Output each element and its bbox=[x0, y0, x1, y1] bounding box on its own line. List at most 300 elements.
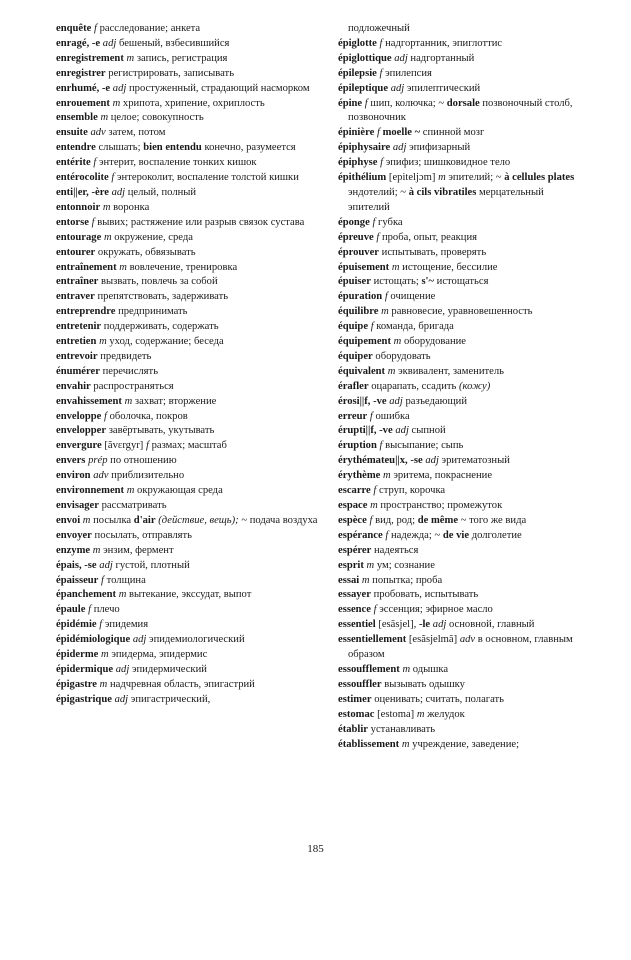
grammar-label: f bbox=[101, 574, 104, 586]
headword: épigastrique bbox=[56, 693, 112, 705]
dictionary-entry bbox=[56, 603, 333, 618]
grammar-label: f bbox=[145, 440, 149, 452]
dictionary-entry bbox=[338, 663, 588, 678]
dictionary-entry bbox=[56, 82, 333, 97]
definition: эритематозный bbox=[441, 455, 510, 467]
definition: позвоночный столб, позвоночник bbox=[348, 97, 573, 124]
dictionary-entry bbox=[56, 544, 333, 559]
headword: environnement bbox=[56, 485, 125, 497]
dictionary-entry bbox=[338, 141, 588, 156]
definition: надчревная область, эпигастрий bbox=[109, 678, 255, 690]
grammar-label: (кожу) bbox=[459, 380, 491, 392]
dictionary-entry bbox=[338, 261, 588, 276]
dictionary-entry bbox=[56, 156, 333, 171]
dictionary-entry bbox=[338, 708, 588, 723]
headword: entendre bbox=[56, 142, 96, 154]
headword: épreuve bbox=[338, 231, 374, 243]
definition: струп, корочка bbox=[379, 485, 446, 497]
grammar-label: adj bbox=[112, 82, 127, 94]
definition: хрипота, хрипение, охриплость bbox=[122, 97, 265, 109]
dictionary-entry bbox=[338, 335, 588, 350]
definition: равновесие, уравновешенность bbox=[391, 306, 533, 318]
definition: ошибка bbox=[375, 410, 410, 422]
dictionary-entry bbox=[56, 37, 333, 52]
grammar-label: adv bbox=[90, 127, 106, 139]
dictionary-entry bbox=[56, 365, 333, 380]
pronunciation: [epiteljɔm] bbox=[388, 172, 436, 184]
headword: épuration bbox=[338, 291, 383, 303]
grammar-label: m bbox=[393, 336, 402, 348]
dictionary-entry bbox=[338, 246, 588, 261]
definition: энтероколит, воспаление толстой кишки bbox=[117, 172, 299, 184]
dictionary-entry bbox=[56, 97, 333, 112]
dictionary-entry bbox=[56, 350, 333, 365]
headword: enregistrer bbox=[56, 67, 106, 79]
dictionary-entry bbox=[338, 603, 588, 618]
grammar-label: f bbox=[364, 97, 368, 109]
definition: эпигастрический, bbox=[130, 693, 211, 705]
dictionary-entry bbox=[56, 439, 333, 454]
grammar-label: f bbox=[103, 410, 107, 422]
dictionary-entry bbox=[338, 216, 588, 231]
dictionary-entry bbox=[56, 693, 333, 708]
dictionary-entry bbox=[338, 22, 588, 37]
headword: érosi||f, -ve bbox=[338, 395, 387, 407]
dictionary-entry bbox=[56, 588, 333, 603]
grammar-label: adj bbox=[102, 37, 117, 49]
dictionary-entry bbox=[338, 97, 588, 127]
headword: envahissement bbox=[56, 395, 122, 407]
headword: enveloppe bbox=[56, 410, 102, 422]
headword-phrase: bien entendu bbox=[143, 142, 202, 154]
headword: épiderme bbox=[56, 649, 99, 661]
definition: вызывать одышку bbox=[384, 678, 465, 690]
dictionary-entry bbox=[56, 395, 333, 410]
definition: пробовать, испытывать bbox=[373, 589, 479, 601]
dictionary-entry bbox=[56, 22, 333, 37]
definition: энзим, фермент bbox=[103, 544, 174, 556]
headword: établir bbox=[338, 723, 369, 735]
definition: истощать; bbox=[373, 276, 419, 288]
dictionary-entry bbox=[56, 335, 333, 350]
grammar-label: m bbox=[361, 574, 370, 586]
headword: épidémiologique bbox=[56, 634, 131, 646]
definition: истощаться bbox=[436, 276, 489, 288]
definition: вовлечение, тренировка bbox=[129, 261, 238, 273]
dictionary-entry bbox=[338, 410, 588, 425]
definition: захват; вторжение bbox=[134, 395, 217, 407]
dictionary-entry bbox=[56, 469, 333, 484]
grammar-label: m bbox=[103, 231, 112, 243]
dictionary-entry bbox=[56, 559, 333, 574]
dictionary-entry bbox=[56, 171, 333, 186]
grammar-label: m bbox=[383, 470, 391, 482]
definition: подложечный bbox=[348, 23, 410, 34]
dictionary-entry bbox=[56, 246, 333, 261]
definition: простуженный, страдающий насморком bbox=[129, 82, 310, 94]
definition: надгортанник, эпиглоттис bbox=[385, 37, 503, 49]
page-number: 185 bbox=[307, 843, 324, 855]
definition: размах; масштаб bbox=[151, 440, 227, 452]
headword: érythémateu||x, -se bbox=[338, 455, 423, 467]
dictionary-entry bbox=[338, 37, 588, 52]
headword: entonnoir bbox=[56, 201, 101, 213]
grammar-label: m bbox=[366, 559, 375, 571]
headword: essentiellement bbox=[338, 634, 407, 646]
grammar-label: f bbox=[379, 37, 383, 49]
dictionary-entry bbox=[338, 633, 588, 663]
headword: entretenir bbox=[56, 321, 102, 333]
grammar-label: f bbox=[384, 291, 388, 303]
dictionary-entry bbox=[338, 439, 588, 454]
dictionary-entry bbox=[56, 484, 333, 499]
grammar-label: m bbox=[381, 306, 389, 318]
headword: épidémie bbox=[56, 619, 97, 631]
headword: ensuite bbox=[56, 127, 88, 139]
definition: надежда; ~ bbox=[390, 529, 441, 541]
definition: вытекание, экссудат, выпот bbox=[129, 589, 252, 601]
headword: essoufflement bbox=[338, 663, 400, 675]
definition: желудок bbox=[427, 708, 465, 720]
headword: épithélium bbox=[338, 172, 387, 184]
definition: бешеный, взбесившийся bbox=[118, 37, 230, 49]
dictionary-entry bbox=[56, 67, 333, 82]
dictionary-entry bbox=[338, 678, 588, 693]
definition: подача воздуха bbox=[249, 514, 318, 526]
headword-phrase: d'air bbox=[133, 514, 156, 526]
headword: entraînement bbox=[56, 261, 117, 273]
grammar-label: adj bbox=[425, 455, 439, 467]
dictionary-entry bbox=[338, 82, 588, 97]
dictionary-entry bbox=[338, 424, 588, 439]
dictionary-entry bbox=[56, 52, 333, 67]
definition: толщина bbox=[106, 574, 146, 586]
definition: команда, бригада bbox=[376, 321, 454, 333]
definition: окружать, обвязывать bbox=[97, 246, 196, 258]
grammar-label: f bbox=[91, 216, 95, 228]
dictionary-entry bbox=[338, 469, 588, 484]
definition: эпилептический bbox=[406, 82, 481, 94]
dictionary-entry bbox=[56, 231, 333, 246]
grammar-label: f bbox=[376, 231, 380, 243]
dictionary-entry bbox=[56, 380, 333, 395]
headword: érythème bbox=[338, 470, 381, 482]
grammar-label: m bbox=[126, 485, 135, 497]
definition: оборудовать bbox=[375, 350, 431, 362]
dictionary-entry bbox=[56, 529, 333, 544]
dictionary-entry bbox=[56, 141, 333, 156]
grammar-label: m bbox=[112, 97, 121, 109]
dictionary-entry bbox=[338, 588, 588, 603]
headword: entretien bbox=[56, 336, 97, 348]
grammar-label: prép bbox=[88, 455, 108, 467]
grammar-label: f bbox=[370, 321, 374, 333]
headword: épileptique bbox=[338, 82, 389, 94]
grammar-label: f bbox=[99, 619, 103, 631]
headword: envelopper bbox=[56, 425, 107, 437]
dictionary-entry bbox=[56, 410, 333, 425]
definition: регистрировать, записывать bbox=[108, 67, 235, 79]
grammar-label: m bbox=[102, 201, 111, 213]
dictionary-entry bbox=[338, 365, 588, 380]
definition: высыпание; сыпь bbox=[385, 440, 464, 452]
headword: entérocolite bbox=[56, 172, 109, 184]
dictionary-entry bbox=[338, 723, 588, 738]
dictionary-entry bbox=[338, 574, 588, 589]
grammar-label: adj bbox=[432, 619, 447, 631]
grammar-label: f bbox=[373, 604, 377, 616]
headword: énumérer bbox=[56, 365, 100, 377]
definition: ум; сознание bbox=[376, 559, 435, 571]
headword-phrase: moelle ~ bbox=[382, 127, 421, 139]
headword: envisager bbox=[56, 500, 99, 511]
definition: посылка bbox=[93, 514, 132, 526]
grammar-label: m bbox=[126, 52, 135, 64]
pronunciation: [estoma] bbox=[377, 708, 415, 720]
dictionary-entry bbox=[338, 52, 588, 67]
grammar-label: (действие, вещь); bbox=[158, 514, 239, 526]
definition: одышка bbox=[412, 663, 449, 675]
grammar-label: f bbox=[93, 157, 97, 169]
headword: enzyme bbox=[56, 544, 91, 556]
headword: épiphysaire bbox=[338, 142, 391, 154]
dictionary-entry bbox=[56, 514, 333, 529]
grammar-label: f bbox=[376, 127, 380, 139]
dictionary-entry bbox=[338, 320, 588, 335]
pronunciation: [esãsjel], bbox=[378, 619, 417, 631]
definition: эквивалент, заменитель bbox=[398, 365, 504, 377]
grammar-label: f bbox=[88, 604, 92, 616]
definition: целый, полный bbox=[127, 186, 197, 198]
headword: essouffler bbox=[338, 678, 382, 690]
grammar-label: adj bbox=[395, 425, 409, 437]
definition: пространство; промежуток bbox=[380, 500, 503, 511]
definition: разъедающий bbox=[405, 395, 467, 407]
grammar-label: adj bbox=[132, 634, 147, 646]
headword: équilibre bbox=[338, 306, 379, 318]
headword: équipement bbox=[338, 336, 391, 348]
headword: estomac bbox=[338, 708, 375, 720]
definition: истощение, бессилие bbox=[402, 261, 498, 273]
definition: эндотелий; ~ bbox=[348, 186, 407, 198]
headword: envergure bbox=[56, 440, 102, 452]
headword: esprit bbox=[338, 559, 364, 571]
grammar-label: adj bbox=[114, 693, 129, 705]
dictionary-entry bbox=[338, 529, 588, 544]
dictionary-entry bbox=[56, 216, 333, 231]
grammar-label: f bbox=[385, 529, 389, 541]
definition: в основном, главным образом bbox=[348, 634, 573, 661]
definition: учреждение, заведение; bbox=[412, 738, 520, 750]
dictionary-entry bbox=[338, 499, 588, 514]
definition: препятствовать, задерживать bbox=[97, 291, 229, 303]
definition: завёртывать, укутывать bbox=[108, 425, 215, 437]
dictionary-entry bbox=[56, 320, 333, 335]
definition: поддерживать, содержать bbox=[103, 321, 219, 333]
grammar-label: f bbox=[369, 410, 373, 422]
right-column bbox=[338, 22, 588, 752]
definition: долголетие bbox=[471, 529, 522, 541]
headword: équipe bbox=[338, 321, 369, 333]
headword: épinière bbox=[338, 127, 375, 139]
headword: entreprendre bbox=[56, 306, 116, 318]
grammar-label: m bbox=[402, 663, 411, 675]
definition: испытывать, проверять bbox=[381, 246, 487, 258]
headword: épais, -se bbox=[56, 559, 97, 571]
definition: запись, регистрация bbox=[136, 52, 228, 64]
grammar-label: m bbox=[391, 261, 400, 273]
grammar-label: f bbox=[93, 23, 97, 34]
headword: érafler bbox=[338, 380, 369, 392]
definition: оболочка, покров bbox=[109, 410, 188, 422]
definition: эпифиз; шишковидное тело bbox=[385, 157, 511, 169]
definition: спинной мозг bbox=[422, 127, 485, 139]
definition: шип, колючка; ~ bbox=[370, 97, 445, 109]
definition: слышать; bbox=[98, 142, 141, 154]
headword: essai bbox=[338, 574, 360, 586]
definition: плечо bbox=[93, 604, 120, 616]
headword: épaule bbox=[56, 604, 86, 616]
dictionary-entry bbox=[338, 67, 588, 82]
headword: éponge bbox=[338, 216, 370, 228]
headword: éruption bbox=[338, 440, 377, 452]
dictionary-entry bbox=[338, 454, 588, 469]
definition: перечислять bbox=[102, 365, 159, 377]
headword: épilepsie bbox=[338, 67, 377, 79]
definition: ~ bbox=[241, 514, 248, 526]
dictionary-entry bbox=[56, 663, 333, 678]
headword: entraver bbox=[56, 291, 95, 303]
definition: расследование; анкета bbox=[99, 23, 201, 34]
grammar-label: m bbox=[124, 395, 133, 407]
grammar-label: f bbox=[369, 514, 373, 526]
definition: вывих; растяжение или разрыв связок сустава bbox=[97, 216, 305, 228]
headword: espèce bbox=[338, 514, 367, 526]
dictionary-entry bbox=[338, 275, 588, 290]
dictionary-entry bbox=[338, 156, 588, 171]
grammar-label: f bbox=[372, 216, 376, 228]
grammar-label: adj bbox=[390, 82, 405, 94]
definition: конечно, разумеется bbox=[204, 142, 296, 154]
headword-phrase: s'~ bbox=[421, 276, 435, 288]
headword-phrase: à cellules plates bbox=[504, 172, 575, 184]
headword: ensemble bbox=[56, 112, 98, 124]
definition: эпидермический bbox=[131, 663, 207, 675]
headword-phrase: à cils vibratiles bbox=[408, 186, 477, 198]
definition: приблизительно bbox=[111, 470, 185, 482]
dictionary-entry bbox=[56, 305, 333, 320]
dictionary-entry bbox=[338, 290, 588, 305]
definition: затем, потом bbox=[108, 127, 166, 139]
dictionary-entry bbox=[56, 454, 333, 469]
headword: épine bbox=[338, 97, 363, 109]
grammar-label: adj bbox=[392, 142, 407, 154]
grammar-label: m bbox=[401, 738, 410, 750]
headword: entourer bbox=[56, 246, 96, 258]
definition: окружение, среда bbox=[114, 231, 193, 243]
headword: entraîner bbox=[56, 276, 99, 288]
headword: épuisement bbox=[338, 261, 390, 273]
definition: надгортанный bbox=[410, 52, 475, 64]
dictionary-entry bbox=[56, 111, 333, 126]
dictionary-entry bbox=[56, 633, 333, 648]
definition: посылать, отправлять bbox=[94, 529, 193, 541]
headword: érupti||f, -ve bbox=[338, 425, 393, 437]
headword: envers bbox=[56, 455, 86, 467]
dictionary-entry bbox=[338, 380, 588, 395]
headword: enrouement bbox=[56, 97, 110, 109]
definition: предпринимать bbox=[118, 306, 188, 318]
definition: ~ того же вида bbox=[460, 514, 527, 526]
dictionary-entry bbox=[56, 201, 333, 216]
headword: espérer bbox=[338, 544, 372, 556]
grammar-label: adj bbox=[394, 52, 408, 64]
pronunciation: [esãsjelmã] bbox=[408, 634, 458, 646]
definition: эпифизарный bbox=[409, 142, 471, 154]
grammar-label: f bbox=[373, 485, 377, 497]
definition: основной, главный bbox=[448, 619, 535, 631]
dictionary-entry bbox=[56, 275, 333, 290]
definition: попытка; проба bbox=[372, 574, 443, 586]
headword: épanchement bbox=[56, 589, 117, 601]
headword-phrase: dorsale bbox=[446, 97, 480, 109]
definition: эпителий; ~ bbox=[448, 172, 502, 184]
headword: estimer bbox=[338, 693, 372, 705]
headword-phrase: de vie bbox=[442, 529, 470, 541]
grammar-label: f bbox=[111, 172, 115, 184]
definition: надеяться bbox=[374, 544, 419, 556]
grammar-label: f bbox=[379, 440, 383, 452]
headword: équivalent bbox=[338, 365, 386, 377]
definition: губка bbox=[378, 216, 403, 228]
grammar-label: m bbox=[438, 172, 446, 184]
definition: уход, содержание; беседа bbox=[109, 336, 224, 348]
pronunciation: [ãvɛrgyr] bbox=[104, 440, 144, 452]
dictionary-entry bbox=[56, 290, 333, 305]
grammar-label: m bbox=[99, 678, 108, 690]
dictionary-entry bbox=[338, 544, 588, 559]
definition: эпидемия bbox=[104, 619, 149, 631]
headword: envoyer bbox=[56, 529, 92, 541]
headword: enregistrement bbox=[56, 52, 124, 64]
headword: épigastre bbox=[56, 678, 97, 690]
headword: enti||er, -ère bbox=[56, 186, 109, 198]
definition: эссенция; эфирное масло bbox=[379, 604, 493, 616]
definition: густой, плотный bbox=[115, 559, 190, 571]
dictionary-entry bbox=[56, 424, 333, 439]
headword: éprouver bbox=[338, 246, 379, 258]
grammar-label: m bbox=[92, 544, 101, 556]
grammar-label: f bbox=[379, 67, 383, 79]
dictionary-entry bbox=[56, 186, 333, 201]
grammar-label: adj bbox=[99, 559, 113, 571]
headword: envahir bbox=[56, 380, 91, 392]
grammar-label: adj bbox=[389, 395, 403, 407]
dictionary-entry bbox=[338, 350, 588, 365]
headword: épuiser bbox=[338, 276, 371, 288]
dictionary-entry bbox=[56, 126, 333, 141]
definition: проба, опыт, реакция bbox=[381, 231, 478, 243]
definition: распространяться bbox=[93, 380, 174, 392]
definition: вид, род; bbox=[375, 514, 416, 526]
dictionary-entry bbox=[338, 231, 588, 246]
grammar-label: m bbox=[118, 589, 127, 601]
headword: espace bbox=[338, 500, 368, 511]
dictionary-entry bbox=[338, 171, 588, 216]
definition: сыпной bbox=[411, 425, 446, 437]
headword: environ bbox=[56, 470, 91, 482]
headword: épiglotte bbox=[338, 37, 377, 49]
